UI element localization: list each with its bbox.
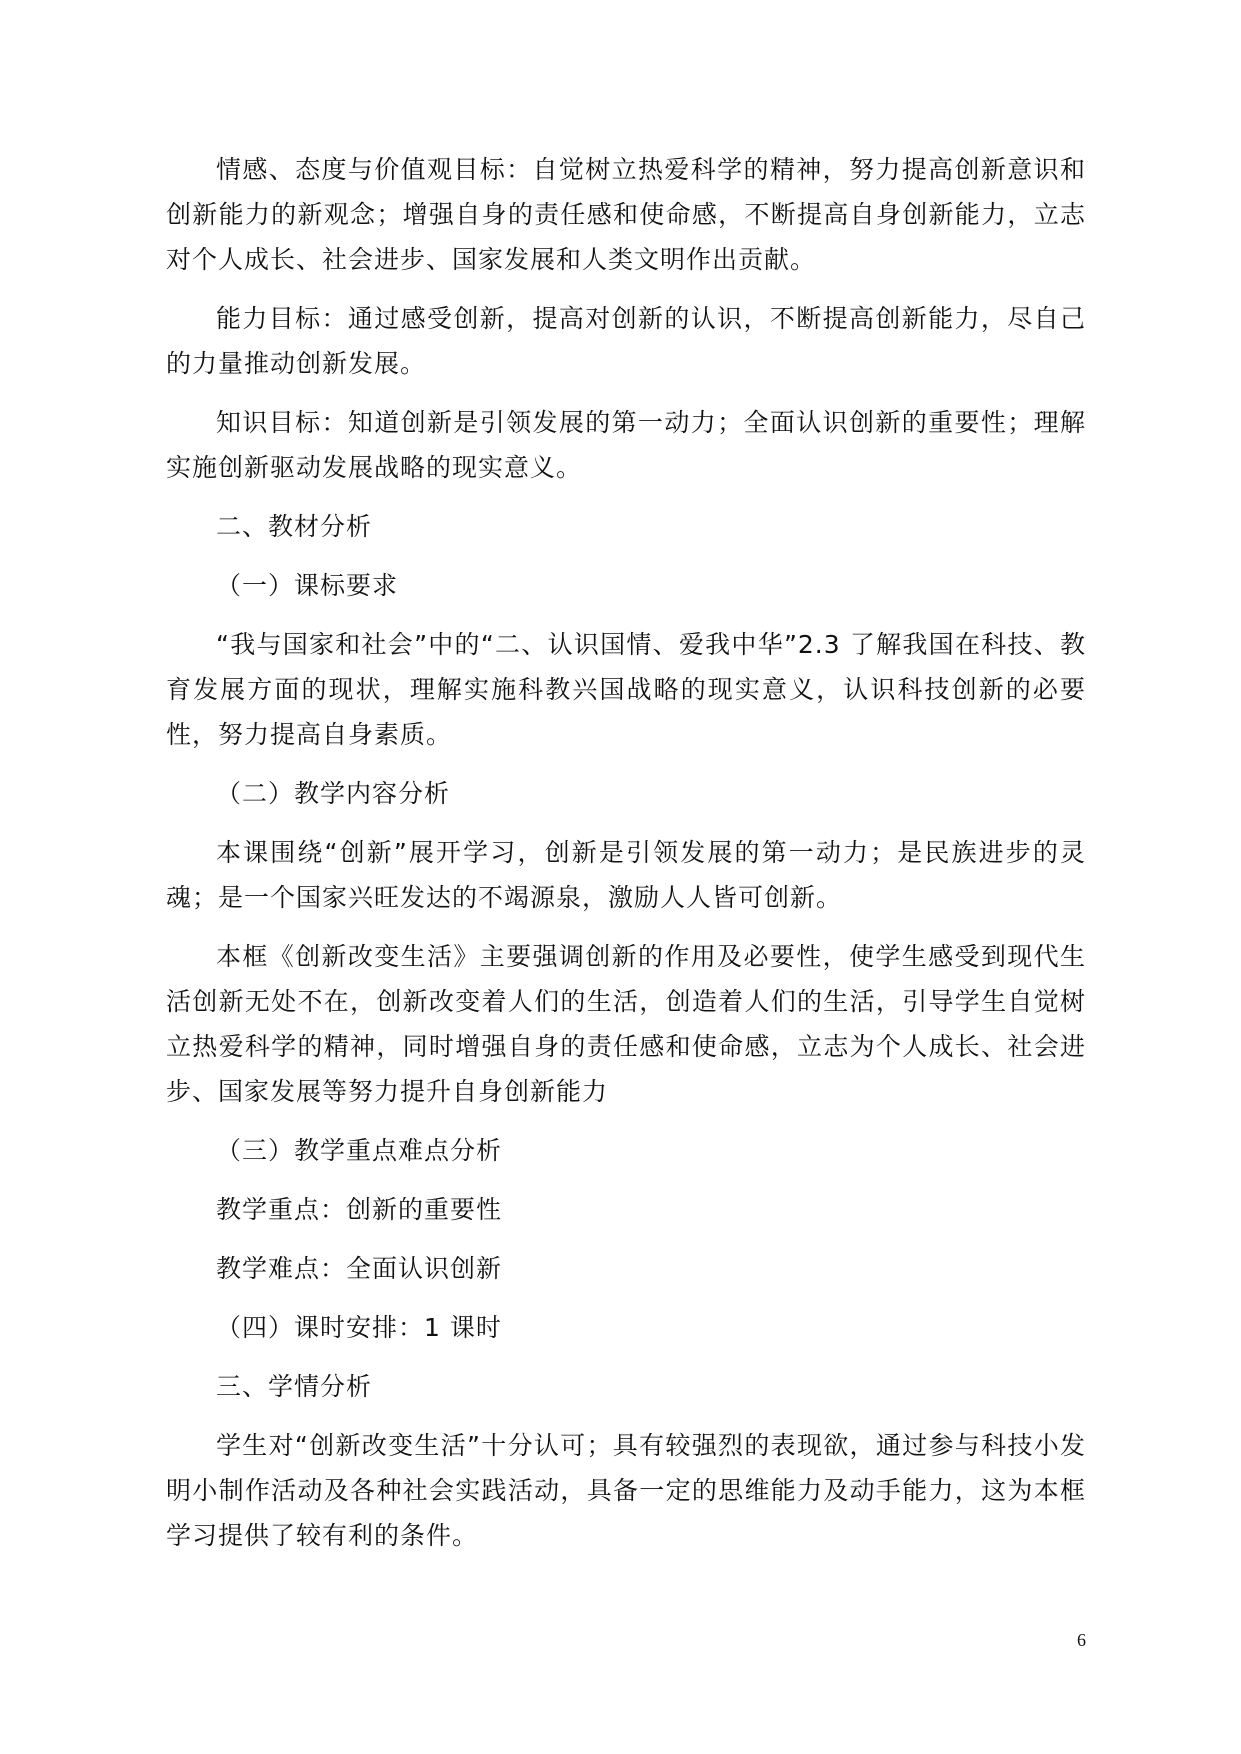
subsection-3-heading: （三）教学重点难点分析 bbox=[216, 1136, 503, 1165]
subsection-1-heading: （一）课标要求 bbox=[216, 571, 399, 600]
knowledge-goal: 知识目标：知道创新是引领发展的第一动力；全面认识创新的重要性；理解实施创新驱动发展战略的现实意义。 bbox=[166, 408, 1086, 482]
subsection-4-heading: （四）课时安排：1 课时 bbox=[216, 1313, 502, 1342]
curriculum-standard-paragraph: “我与国家和社会”中的“二、认识国情、爱我中华”2.3 了解我国在科技、教育发展方面的现状，理解实施科教兴国战略的现实意义，认识科技创新的必要性，努力提高自身素质。 bbox=[166, 630, 1086, 749]
teaching-focus: 教学重点：创新的重要性 bbox=[216, 1195, 503, 1224]
teaching-difficulty: 教学难点：全面认识创新 bbox=[216, 1254, 503, 1283]
student-analysis-paragraph: 学生对“创新改变生活”十分认可；具有较强烈的表现欲，通过参与科技小发明小制作活动及各种社会实践活动，具备一定的思维能力及动手能力，这为本框学习提供了较有利的条件。 bbox=[166, 1431, 1086, 1550]
section-2-heading: 二、教材分析 bbox=[216, 512, 373, 541]
subsection-2-heading: （二）教学内容分析 bbox=[216, 779, 451, 808]
lesson-content-paragraph-2: 本框《创新改变生活》主要强调创新的作用及必要性，使学生感受到现代生活创新无处不在，创新改变着人们的生活，创造着人们的生活，引导学生自觉树立热爱科学的精神，同时增强自身的责任感和使命感，立志为个人成长、社会进步、国家发展等努力提升自身创新能力 bbox=[166, 942, 1086, 1106]
document-body bbox=[166, 147, 1086, 1558]
emotion-attitude-values-goal: 情感、态度与价值观目标：自觉树立热爱科学的精神，努力提高创新意识和创新能力的新观念；增强自身的责任感和使命感，不断提高自身创新能力，立志对个人成长、社会进步、国家发展和人类文明作出贡献。 bbox=[166, 155, 1086, 274]
lesson-content-paragraph-1: 本课围绕“创新”展开学习，创新是引领发展的第一动力；是民族进步的灵魂；是一个国家兴旺发达的不竭源泉，激励人人皆可创新。 bbox=[166, 838, 1086, 912]
page-number: 6 bbox=[1077, 1630, 1086, 1650]
section-3-heading: 三、学情分析 bbox=[216, 1372, 373, 1401]
ability-goal: 能力目标：通过感受创新，提高对创新的认识，不断提高创新能力，尽自己的力量推动创新发展。 bbox=[166, 304, 1086, 378]
